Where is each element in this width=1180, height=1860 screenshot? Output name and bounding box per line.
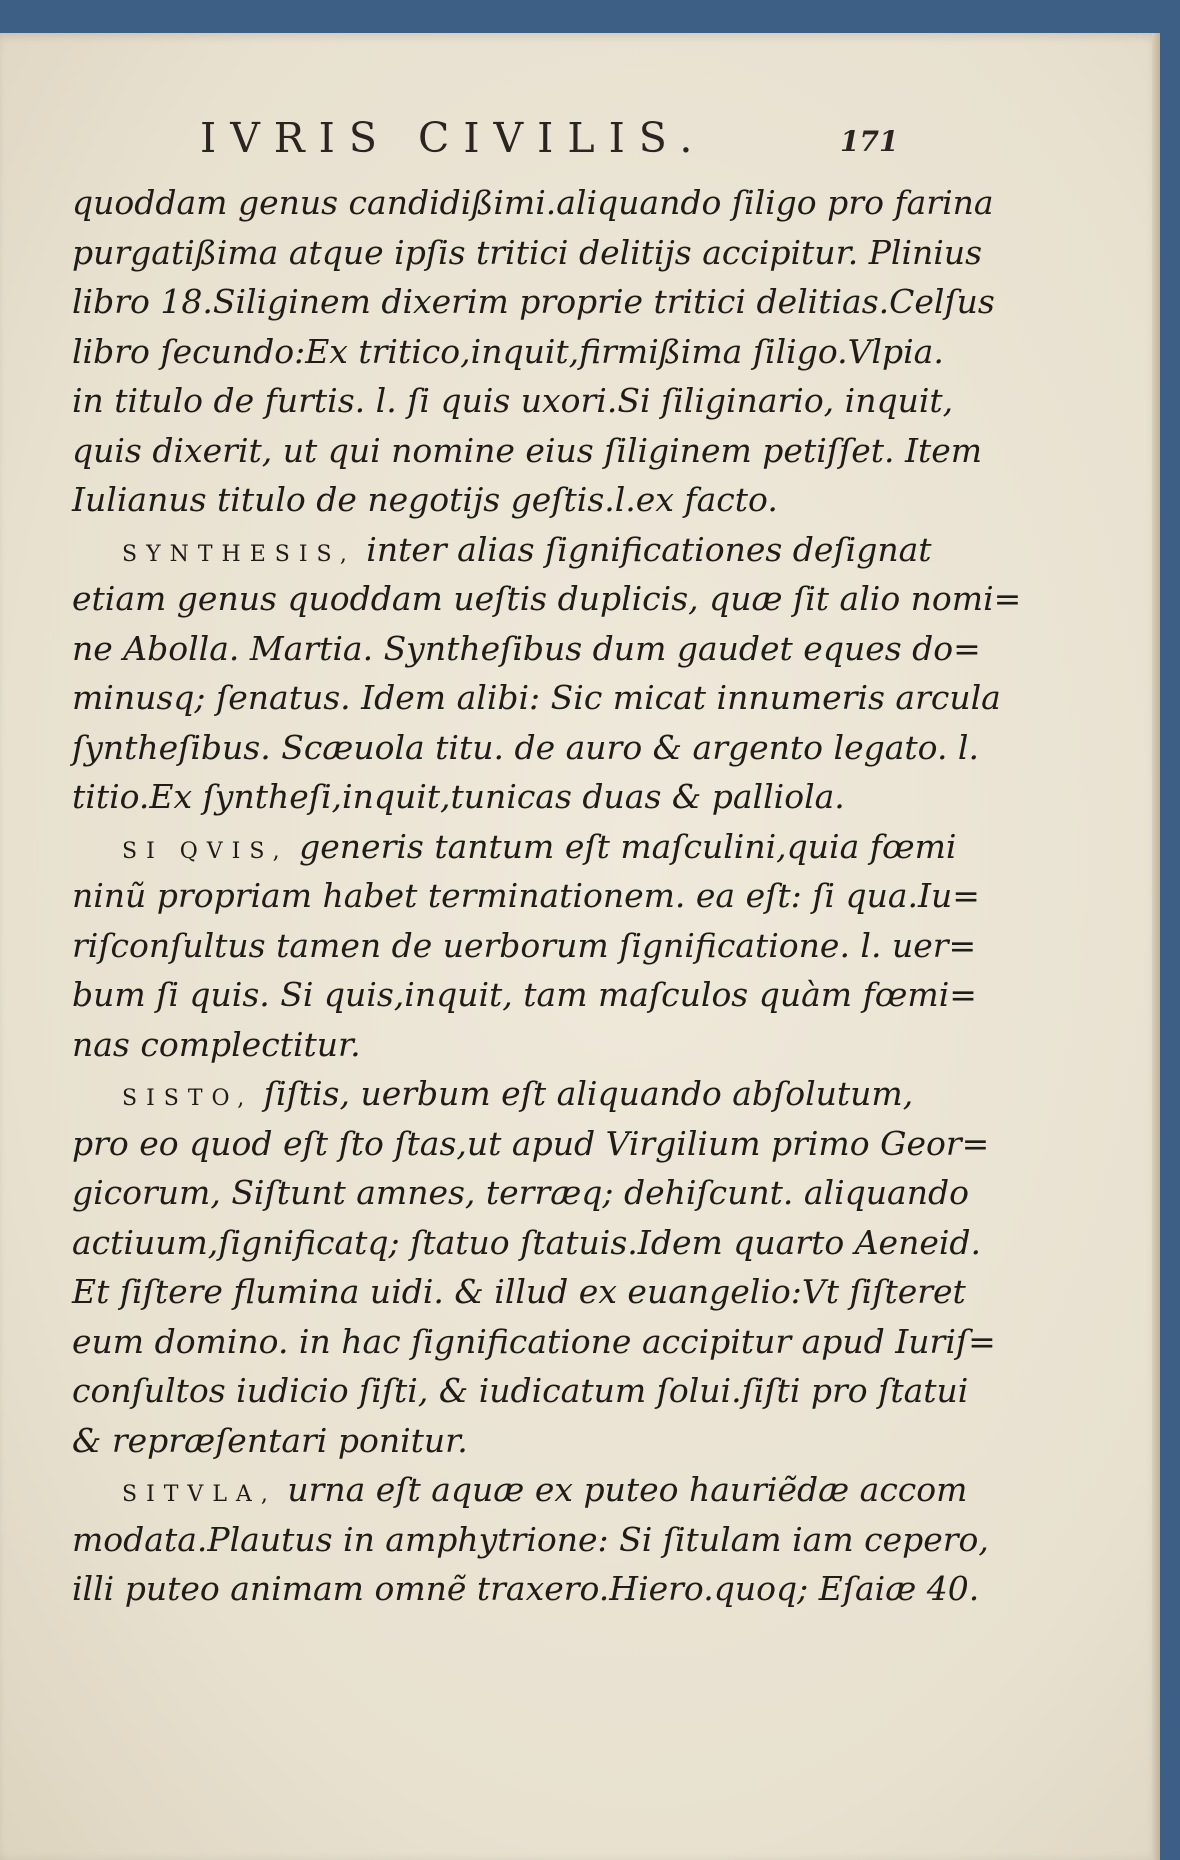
text-line: purgatißima atque ipſis tritici delitijs accipitur. Plinius xyxy=(72,232,983,272)
text-line: eum domino. in hac ſignificatione accipitur apud Iuriſ= xyxy=(72,1321,996,1361)
text-line: quis dixerit, ut qui nomine eius ſiliginem petiſſet. Item xyxy=(72,430,983,470)
body-text xyxy=(72,178,1022,1614)
entry-heading-line: SITVLA, urna eſt aquæ ex puteo hauriẽdæ accom xyxy=(122,1470,968,1509)
text-line: titio.Ex ſyntheſi,inquit,tunicas duas & palliola. xyxy=(72,777,845,816)
text-line: ſyntheſibus. Scæuola titu. de auro & argento legato. l. xyxy=(72,727,979,767)
text-line: quoddam genus candidißimi.aliquando ſiligo pro farina xyxy=(72,183,994,222)
text-line: modata.Plautus in amphytrione: Si ſitulam iam cepero, xyxy=(72,1519,989,1559)
text-line: ne Abolla. Martia. Syntheſibus dum gaudet eques do= xyxy=(72,628,981,668)
entry-headword: SISTO, xyxy=(122,1086,254,1111)
text-line: Iulianus titulo de negotijs geſtis.l.ex facto. xyxy=(72,480,778,519)
running-title: IVRIS CIVILIS. xyxy=(200,114,707,162)
text-line: in titulo de furtis. l. ſi quis uxori.Si ſiliginario, inquit, xyxy=(72,381,954,420)
page-number: 171 xyxy=(840,125,899,158)
entry-headword: SITVLA, xyxy=(122,1482,277,1507)
entry-headword: SYNTHESIS, xyxy=(122,541,356,567)
text-line: Et ſiſtere flumina uidi. & illud ex euangelio:Vt ſiſteret xyxy=(72,1272,966,1311)
text-line: pro eo quod eſt ſto ſtas,ut apud Virgilium primo Geor= xyxy=(72,1123,990,1163)
running-head xyxy=(200,90,920,160)
text-line: minusq; ſenatus. Idem alibi: Sic micat innumeris arcula xyxy=(72,678,1001,717)
text-line: actiuum,ſignificatq; ſtatuo ſtatuis.Idem quarto Aeneid. xyxy=(72,1222,982,1262)
text-line: ninũ propriam habet terminationem. ea eſt: ſi qua.Iu= xyxy=(72,876,980,915)
page-edge xyxy=(1152,33,1160,1860)
text-line: etiam genus quoddam ueſtis duplicis, quæ ſit alio nomi= xyxy=(72,579,1022,618)
text-line: libro 18.Siliginem dixerim proprie tritici delitias.Celſus xyxy=(72,282,995,321)
text-line: bum ſi quis. Si quis,inquit, tam maſculos quàm fœmi= xyxy=(72,975,977,1014)
text-line: illi puteo animam omnẽ traxero.Hiero.quoq; Eſaiæ 40. xyxy=(72,1569,980,1608)
entry-heading-line: SYNTHESIS, inter alias ſignificationes deſignat xyxy=(122,529,932,569)
entry-headword: SI QVIS, xyxy=(122,838,289,864)
text-line: & repræſentari ponitur. xyxy=(72,1420,468,1460)
text-line: nas complectitur. xyxy=(72,1024,361,1064)
text-line: gicorum, Siſtunt amnes, terræq; dehiſcunt. aliquando xyxy=(72,1173,969,1212)
text-line: libro ſecundo:Ex tritico,inquit,firmißima ſiligo.Vlpia. xyxy=(72,331,944,371)
entry-heading-line: SISTO, ſiſtis, uerbum eſt aliquando abſolutum, xyxy=(122,1074,914,1113)
text-line: conſultos iudicio ſiſti, & iudicatum ſolui.ſiſti pro ſtatui xyxy=(72,1371,969,1410)
entry-heading-line: SI QVIS, generis tantum eſt maſculini,quia fœmi xyxy=(122,826,957,866)
text-line: riſconſultus tamen de uerborum ſignificatione. l. uer= xyxy=(72,925,977,965)
